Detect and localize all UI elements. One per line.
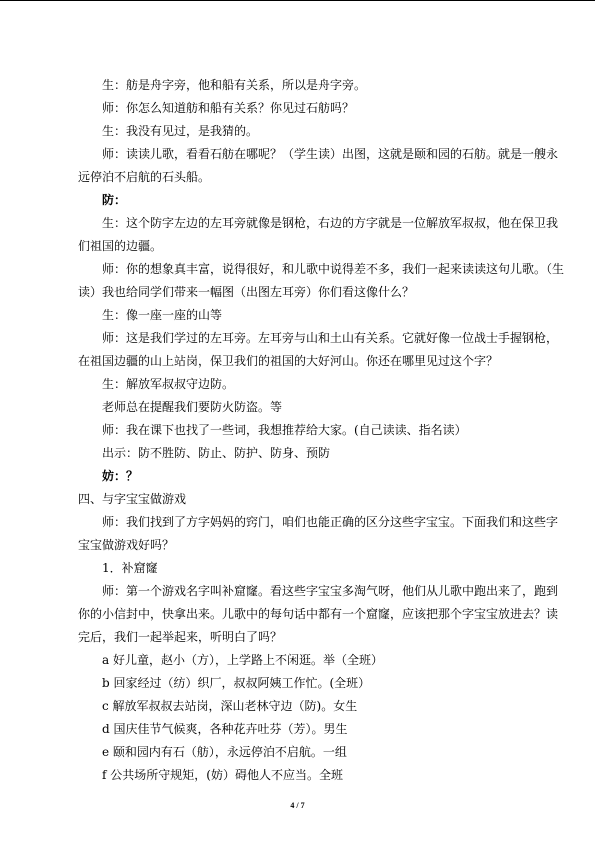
paragraph-continuation: 宝宝做游戏好吗？ — [78, 538, 175, 552]
list-item: c 解放军叔叔去站岗，深山老林守边（防)。女生 — [102, 699, 358, 713]
paragraph: 生：舫是舟字旁，他和船有关系，所以是舟字旁。 — [102, 78, 367, 92]
paragraph: 师：你的想象真丰富，说得很好，和儿歌中说得差不多，我们一起来读读这句儿歌。（生 — [102, 262, 565, 276]
list-item: b 回家经过（纺）织厂，叔叔阿姨工作忙。(全班） — [102, 676, 371, 690]
paragraph-continuation: 读）我也给同学们带来一幅图（出图左耳旁）你们看这像什么？ — [78, 285, 415, 299]
list-item: a 好儿童，赵小（方），上学路上不闲逛。举（全班） — [102, 653, 383, 667]
section-heading: 四、与字宝宝做游戏 — [78, 492, 187, 506]
paragraph: 师：我们找到了方字妈妈的窍门，咱们也能正确的区分这些字宝宝。下面我们和这些字 — [102, 515, 559, 529]
paragraph: 生：我没有见过，是我猜的。 — [102, 124, 259, 138]
paragraph: 生：像一座一座的山等 — [102, 308, 223, 322]
paragraph-continuation: 远停泊不启航的石头船。 — [78, 170, 211, 184]
game-title: 1．补窟窿 — [102, 561, 158, 575]
paragraph-continuation: 你的小信封中，快拿出来。儿歌中的每句话中都有一个窟窿，应该把那个字宝宝放进去？读 — [78, 607, 559, 621]
paragraph: 师：我在课下也找了一些词，我想推荐给大家。(自己读读、指名读） — [102, 423, 467, 437]
paragraph-continuation: 完后，我们一起举起来，听明白了吗？ — [78, 630, 283, 644]
paragraph: 生：解放军叔叔守边防。 — [102, 377, 235, 391]
top-border — [0, 0, 595, 1]
paragraph: 师：这是我们学过的左耳旁。左耳旁与山和土山有关系。它就好像一位战士手握钢枪， — [102, 331, 559, 345]
document-body — [78, 78, 565, 782]
character-heading: 防： — [102, 193, 127, 207]
list-item: f 公共场所守规矩，(妨）碍他人不应当。全班 — [102, 768, 343, 782]
paragraph: 师：读读儿歌，看看石舫在哪呢？（学生读）出图，这就是颐和园的石舫。就是一艘永 — [102, 147, 559, 161]
list-item: e 颐和园内有石（舫），永远停泊不启航。一组 — [102, 745, 347, 759]
paragraph: 师：第一个游戏名字叫补窟窿。看这些字宝宝多淘气呀，他们从儿歌中跑出来了，跑到 — [102, 584, 559, 598]
paragraph-continuation: 在祖国边疆的山上站岗，保卫我们的祖国的大好河山。你还在哪里见过这个字？ — [78, 354, 499, 368]
character-heading: 妨：？ — [102, 469, 139, 483]
list-item: d 国庆佳节气候爽，各种花卉吐芬（芳）。男生 — [102, 722, 348, 736]
paragraph: 师：你怎么知道舫和船有关系？你见过石舫吗？ — [102, 101, 355, 115]
page-number: 4 / 7 — [290, 801, 305, 810]
paragraph: 出示：防不胜防、防止、防护、防身、预防 — [102, 446, 331, 460]
paragraph: 老师总在提醒我们要防火防盗。等 — [102, 400, 283, 414]
paragraph: 生：这个防字左边的左耳旁就像是钢枪，右边的方字就是一位解放军叔叔，他在保卫我 — [102, 216, 559, 230]
paragraph-continuation: 们祖国的边疆。 — [78, 239, 163, 253]
